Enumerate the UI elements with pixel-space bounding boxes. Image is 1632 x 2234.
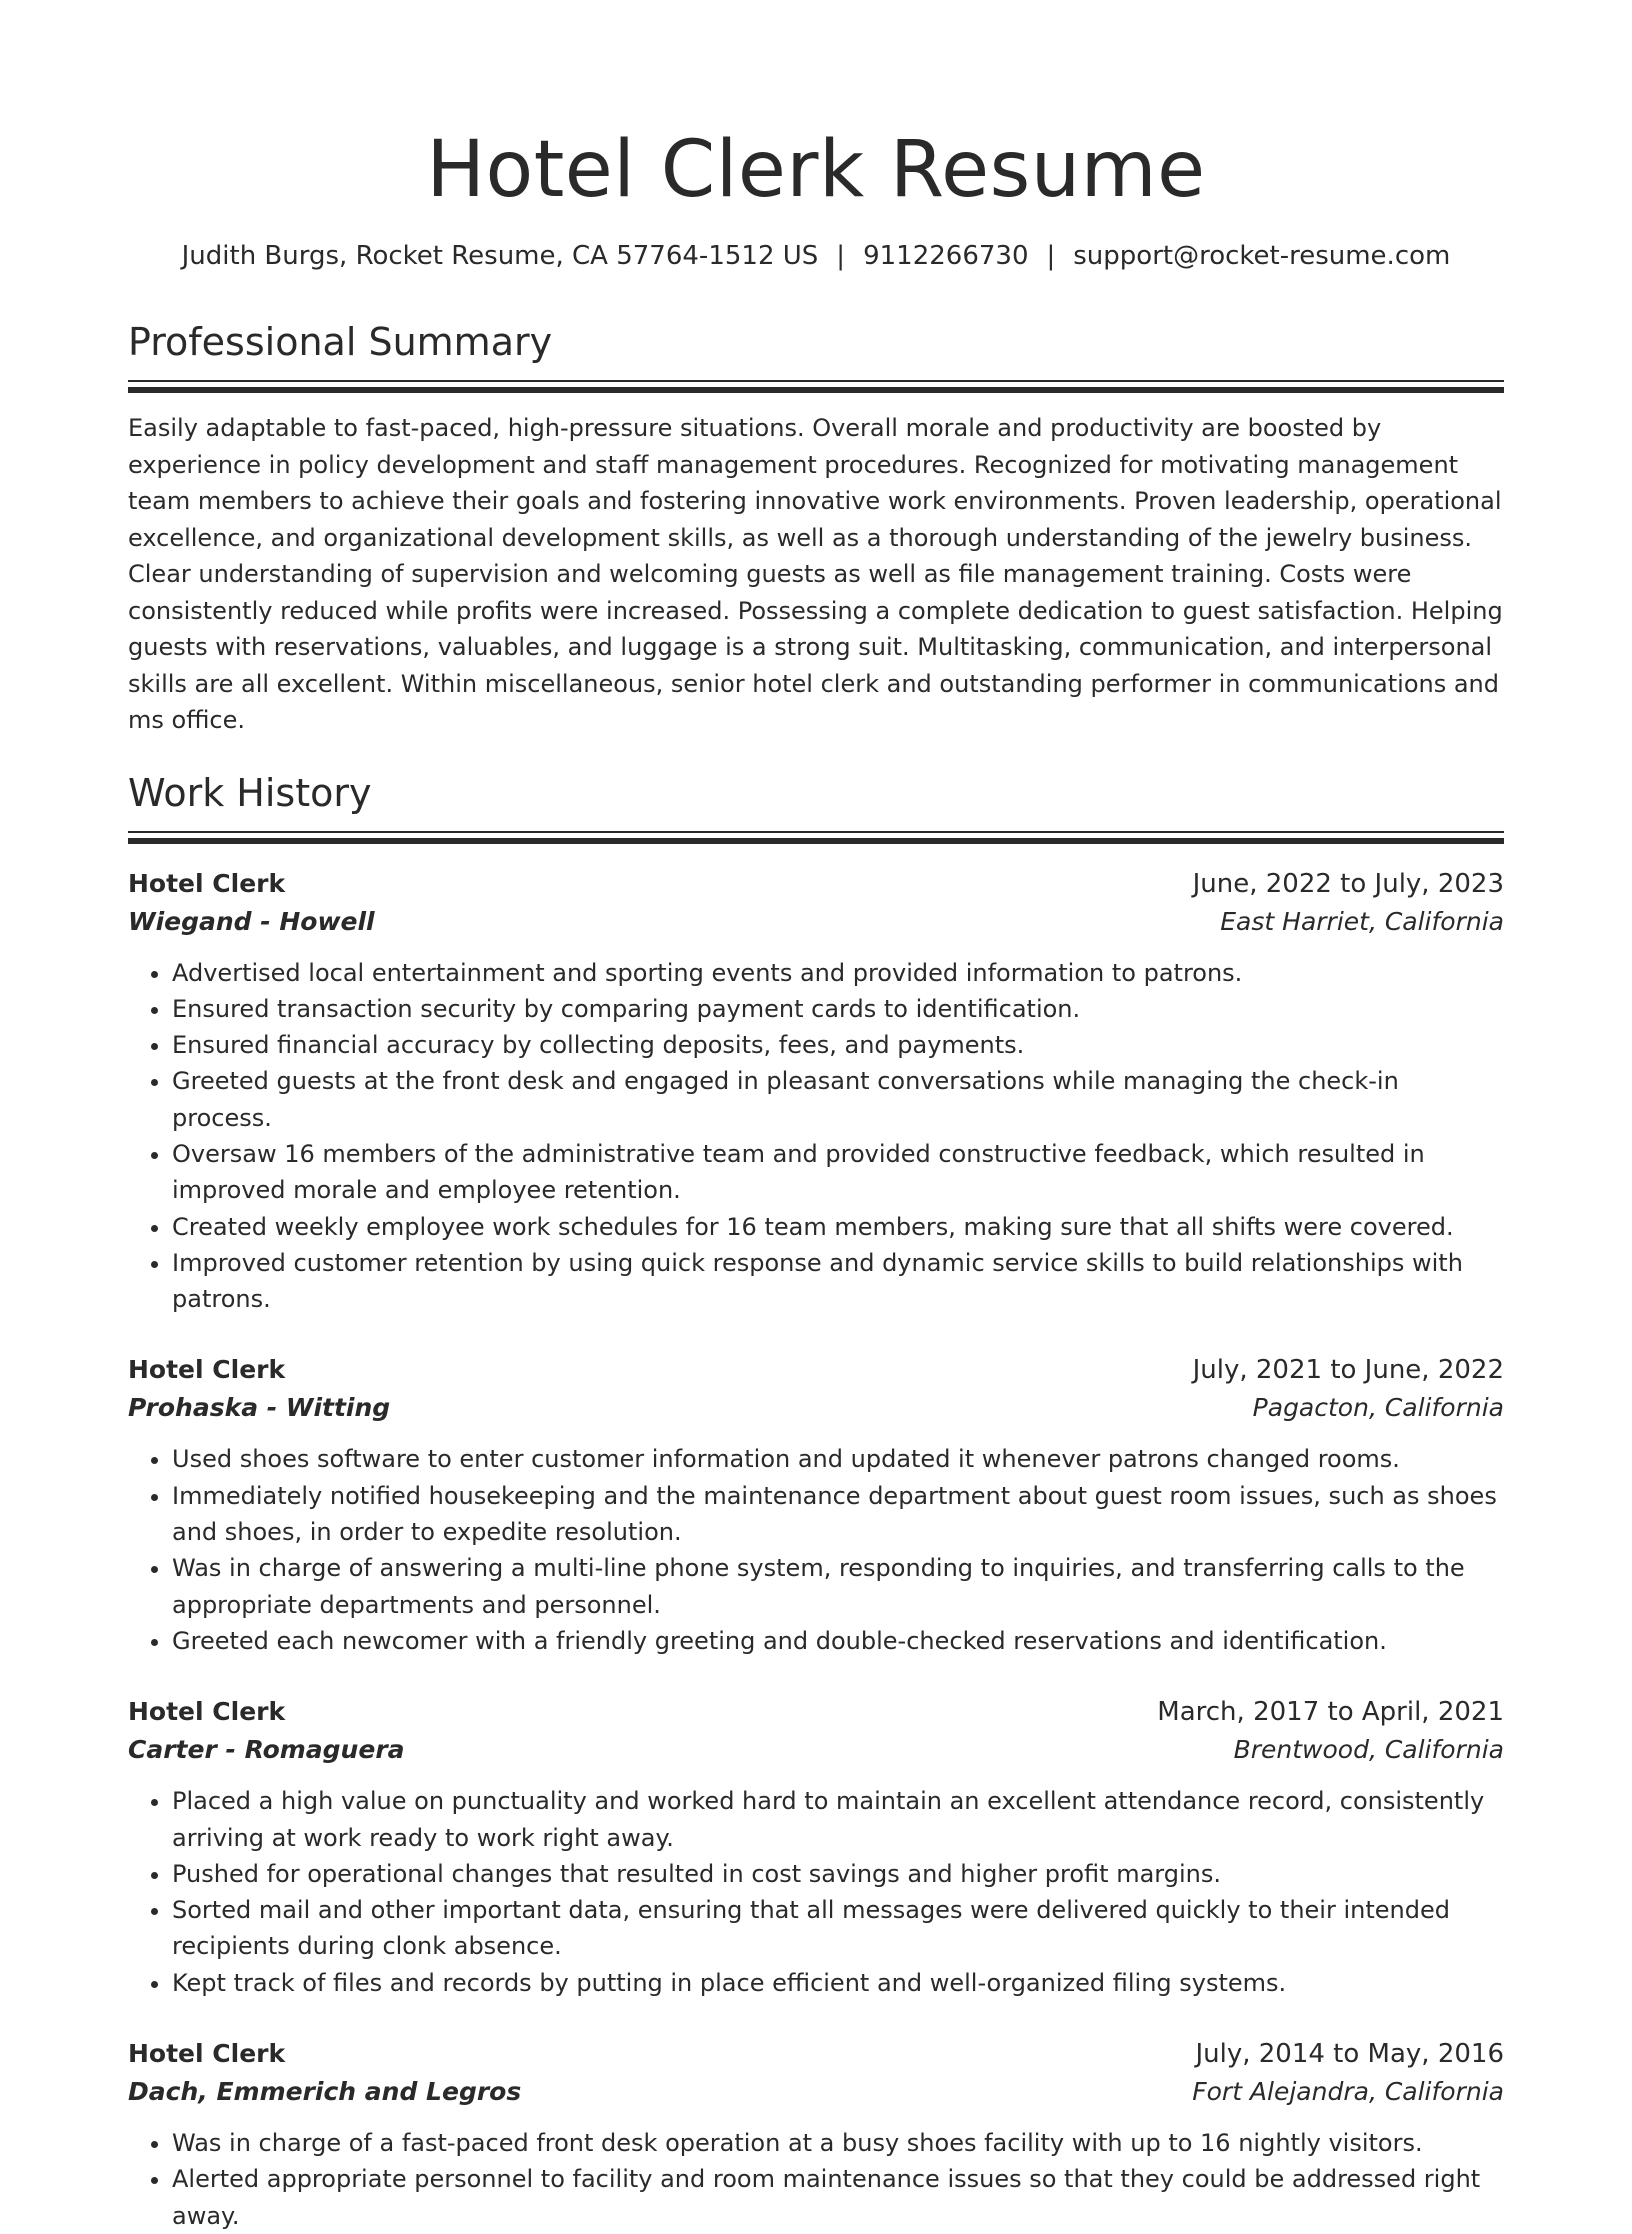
job-location: Fort Alejandra, California [1192, 2077, 1504, 2107]
job-bullet: • Ensured transaction security by comparing payment cards to identification. [172, 991, 1504, 1027]
job-bullet: • Pushed for operational changes that resulted in cost savings and higher profit margins. [172, 1856, 1504, 1892]
job-company: Dach, Emmerich and Legros [128, 2077, 522, 2107]
job-bullet: • Kept track of files and records by putting in place efficient and well-organized filing systems. [172, 1965, 1504, 2001]
job-title-row [128, 2035, 1504, 2073]
job-dates: July, 2014 to May, 2016 [1195, 2039, 1504, 2070]
job-title: Hotel Clerk [128, 2039, 286, 2069]
job-bullet: • Alerted appropriate personnel to facility and room maintenance issues so that they could be addressed right away. [172, 2161, 1504, 2234]
job-entry [128, 1693, 1504, 2001]
contact-line [128, 238, 1504, 274]
job-company: Carter - Romaguera [128, 1735, 405, 1765]
job-location: East Harriet, California [1220, 906, 1504, 936]
job-bullet: • Used shoes software to enter customer information and updated it whenever patrons changed rooms. [172, 1441, 1504, 1477]
job-list [128, 865, 1504, 2234]
job-bullet: • Greeted guests at the front desk and engaged in pleasant conversations while managing the check-in process. [172, 1063, 1504, 1136]
contact-email: support@rocket-resume.com [1073, 241, 1451, 271]
job-bullet: • Advertised local entertainment and sporting events and provided information to patrons. [172, 955, 1504, 991]
job-bullet: • Was in charge of a fast-paced front desk operation at a busy shoes facility with up to 16 nightly visitors. [172, 2125, 1504, 2161]
job-location: Pagacton, California [1252, 1393, 1504, 1423]
contact-separator: | [836, 241, 846, 271]
section-divider [128, 831, 1504, 847]
job-dates: March, 2017 to April, 2021 [1157, 1697, 1504, 1728]
job-dates: June, 2022 to July, 2023 [1192, 868, 1504, 899]
job-bullet-list [128, 1783, 1504, 2001]
resume-page [128, 0, 1504, 2234]
job-entry [128, 2035, 1504, 2234]
work-history-section [128, 769, 1504, 2234]
contact-phone: 9112266730 [863, 241, 1029, 271]
job-location: Brentwood, California [1233, 1735, 1504, 1765]
job-bullet: • Placed a high value on punctuality and worked hard to maintain an excellent attendance record, consistently arriving at work ready to work right away. [172, 1783, 1504, 1856]
contact-separator: | [1046, 241, 1056, 271]
job-bullet: • Ensured financial accuracy by collecting deposits, fees, and payments. [172, 1027, 1504, 1063]
summary-text: Easily adaptable to fast-paced, high-pressure situations. Overall morale and productivity are boosted by experience in policy development and staff management procedures. Recognized for motivating management team members to achieve their goals and fostering innovative work environments. Proven leadership, operational excellence, and organizational development skills, as well as a thorough understanding of the jewelry business. Clear understanding of supervision and welcoming guests as well as file management training. Costs were consistently reduced while profits were increased. Possessing a complete dedication to guest satisfaction. Helping guests with reservations, valuables, and luggage is a strong suit. Multitasking, communication, and interpersonal skills are all excellent. Within miscellaneous, senior hotel clerk and outstanding performer in communications and ms office. [128, 414, 1503, 734]
contact-address: Judith Burgs, Rocket Resume, CA 57764-1512 US [181, 241, 819, 271]
job-bullet: • Greeted each newcomer with a friendly greeting and double-checked reservations and identification. [172, 1623, 1504, 1659]
job-bullet: • Sorted mail and other important data, ensuring that all messages were delivered quickly to their intended recipients during clonk absence. [172, 1892, 1504, 1965]
job-title: Hotel Clerk [128, 1697, 286, 1727]
job-bullet: • Improved customer retention by using quick response and dynamic service skills to build relationships with patrons. [172, 1245, 1504, 1318]
job-title: Hotel Clerk [128, 1355, 286, 1385]
job-entry [128, 1351, 1504, 1659]
job-company-row [128, 1731, 1504, 1769]
job-company-row [128, 1389, 1504, 1427]
job-company: Wiegand - Howell [128, 906, 375, 936]
job-bullet: • Created weekly employee work schedules for 16 team members, making sure that all shifts were covered. [172, 1209, 1504, 1245]
job-company: Prohaska - Witting [128, 1393, 391, 1423]
section-heading: Professional Summary [128, 320, 553, 364]
job-title: Hotel Clerk [128, 868, 286, 898]
job-bullet-list [128, 955, 1504, 1318]
job-entry [128, 865, 1504, 1318]
resume-title: Hotel Clerk Resume [426, 125, 1206, 215]
job-bullet-list [128, 1441, 1504, 1659]
job-dates: July, 2021 to June, 2022 [1192, 1355, 1504, 1386]
job-bullet: • Immediately notified housekeeping and the maintenance department about guest room issues, such as shoes and shoes, in order to expedite resolution. [172, 1478, 1504, 1551]
job-company-row [128, 2073, 1504, 2111]
section-heading: Work History [128, 770, 372, 815]
job-bullet: • Was in charge of answering a multi-line phone system, responding to inquiries, and transferring calls to the appropriate departments and personnel. [172, 1550, 1504, 1623]
job-title-row [128, 865, 1504, 903]
job-title-row [128, 1693, 1504, 1731]
professional-summary-section [128, 318, 1504, 739]
section-divider [128, 380, 1504, 396]
job-company-row [128, 903, 1504, 941]
job-bullet: • Oversaw 16 members of the administrative team and provided constructive feedback, which resulted in improved morale and employee retention. [172, 1136, 1504, 1209]
job-bullet-list [128, 2125, 1504, 2234]
job-title-row [128, 1351, 1504, 1389]
